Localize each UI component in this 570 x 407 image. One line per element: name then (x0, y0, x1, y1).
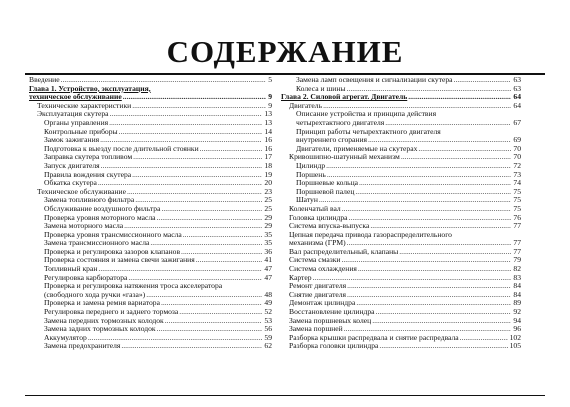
toc-entry-text: Система охлаждения (289, 265, 357, 274)
toc-entry[interactable] (281, 256, 521, 265)
leader-dots (101, 162, 263, 171)
toc-page-number: 77 (513, 222, 521, 231)
leader-dots (347, 291, 511, 300)
toc-entry-text: Головка цилиндра (289, 213, 348, 222)
toc-entry-text: Проверка и регулировка натяжения троса акселератора (44, 282, 223, 291)
toc-page-number: 64 (513, 101, 521, 110)
toc-entry-text: Замена поршневых колец (289, 316, 372, 325)
toc-page-number: 9 (268, 101, 272, 110)
toc-entry[interactable] (281, 85, 521, 94)
toc-entry[interactable] (29, 308, 272, 317)
leader-dots (326, 162, 511, 171)
leader-dots (146, 291, 262, 300)
leader-dots (181, 248, 262, 257)
toc-page-number: 16 (264, 144, 272, 153)
toc-left-column (29, 76, 272, 351)
leader-dots (359, 179, 511, 188)
leader-dots (342, 205, 512, 214)
toc-entry-text: механизма (ГРМ) (289, 239, 346, 248)
toc-page-number: 56 (264, 325, 272, 334)
leader-dots (347, 85, 512, 94)
toc-page-number: 64 (513, 93, 521, 102)
toc-entry[interactable] (281, 334, 521, 343)
toc-page-number: 17 (264, 153, 272, 162)
leader-dots (355, 188, 511, 197)
leader-dots (344, 325, 512, 334)
toc-entry-text: Цепная передача привода газораспределительного (289, 230, 452, 239)
toc-page-number: 48 (264, 290, 272, 299)
toc-page-number: 47 (264, 265, 272, 274)
leader-dots (135, 196, 262, 205)
toc-entry[interactable] (281, 196, 521, 205)
leader-dots (133, 153, 262, 162)
toc-entry-text: Топливный кран (44, 265, 98, 274)
toc-entry-text: Замена передних тормозных колодок (44, 316, 164, 325)
toc-page-number: 5 (268, 76, 272, 84)
toc-page-number: 92 (513, 308, 521, 317)
toc-page-number: 53 (264, 316, 272, 325)
toc-page-number: 74 (513, 179, 521, 188)
toc-entry-text: Замена поршней (289, 325, 343, 334)
leader-dots (368, 136, 511, 145)
toc-page-number: 96 (513, 325, 521, 334)
leader-dots (356, 299, 511, 308)
toc-entry-text: Запуск двигателя (44, 161, 100, 170)
toc-entry-text: Система смазки (289, 256, 341, 265)
toc-entry[interactable] (281, 342, 521, 351)
toc-entry-text: Аккумулятор (44, 333, 87, 342)
leader-dots (372, 317, 511, 326)
toc-entry-text: Шатун (296, 196, 318, 205)
toc-entry[interactable] (29, 325, 272, 334)
toc-entry-text: Вал распределительный, клапаны (289, 247, 399, 256)
leader-dots (379, 342, 507, 351)
leader-dots (109, 119, 262, 128)
toc-entry[interactable] (281, 248, 521, 257)
toc-entry[interactable] (281, 145, 521, 154)
toc-page-number: 94 (513, 316, 521, 325)
toc-entry[interactable] (29, 248, 272, 257)
toc-page-number: 105 (509, 342, 521, 351)
leader-dots (313, 274, 512, 283)
toc-page-number: 35 (264, 239, 272, 248)
toc-page-number: 16 (264, 136, 272, 145)
toc-entry-text: Описание устройства и принципа действия (296, 110, 437, 119)
toc-entry[interactable] (281, 128, 521, 137)
toc-entry[interactable] (29, 162, 272, 171)
toc-page-number: 18 (264, 161, 272, 170)
toc-page-number: 70 (513, 153, 521, 162)
page-title: СОДЕРЖАНИЕ (166, 34, 404, 69)
leader-dots (347, 239, 512, 248)
toc-page-number: 20 (264, 179, 272, 188)
toc-entry-text: Поршневые кольца (296, 179, 359, 188)
toc-page-number: 102 (509, 333, 521, 342)
toc-page-number: 41 (264, 256, 272, 265)
toc-page-number: 84 (513, 282, 521, 291)
toc-entry[interactable] (29, 179, 272, 188)
leader-dots (132, 102, 266, 111)
leader-dots (179, 308, 262, 317)
toc-entry-text: Замена моторного масла (44, 222, 124, 231)
leader-dots (88, 334, 263, 343)
leader-dots (319, 196, 511, 205)
toc-entry-text: Замена предохранителя (44, 342, 121, 351)
toc-entry-text: Двигатель (289, 101, 323, 110)
toc-page-number: 79 (513, 256, 521, 265)
toc-page-number: 82 (513, 265, 521, 274)
toc-page-number: 75 (513, 204, 521, 213)
toc-page-number: 14 (264, 127, 272, 136)
toc-entry-text: Технические характеристики (37, 101, 132, 110)
leader-dots (200, 145, 263, 154)
toc-page-number: 9 (268, 93, 272, 102)
toc-entry-text: Принцип работы четырехтактного двигателя (296, 127, 441, 136)
toc-entry-text: Разборка крышки распредвала и снятие распредвала (289, 333, 459, 342)
toc-page-number: 47 (264, 273, 272, 282)
toc-entry-text: Цилиндр (296, 161, 326, 170)
toc-entry[interactable] (281, 119, 521, 128)
toc-entry[interactable] (29, 222, 272, 231)
toc-page-number: 49 (264, 299, 272, 308)
toc-entry-text: Проверка состояния и замена свечи зажигания (44, 256, 195, 265)
toc-entry-text: Регулировка переднего и заднего тормоза (44, 308, 179, 317)
toc-entry-text: Замена трансмиссионного масла (44, 239, 150, 248)
toc-entry[interactable] (29, 76, 272, 85)
bottom-rule (25, 395, 545, 396)
leader-dots (418, 145, 511, 154)
toc-entry-text: Заправка скутера топливом (44, 153, 133, 162)
toc-entry-text: Техническое обслуживание (37, 187, 126, 196)
toc-entry[interactable] (29, 85, 272, 94)
toc-page-number: 23 (264, 187, 272, 196)
toc-page-number: 13 (264, 118, 272, 127)
leader-dots (123, 93, 266, 102)
toc-entry-text: Поршневой палец (296, 187, 355, 196)
toc-entry[interactable] (29, 171, 272, 180)
toc-entry[interactable] (281, 153, 521, 162)
leader-dots (161, 299, 262, 308)
toc-entry-text: внутреннего сгорания (296, 136, 368, 145)
toc-entry[interactable] (281, 110, 521, 119)
leader-dots (150, 239, 262, 248)
toc-entry-text: Картер (289, 273, 312, 282)
toc-entry[interactable] (29, 102, 272, 111)
toc-page-number: 62 (264, 342, 272, 351)
leader-dots (341, 256, 511, 265)
toc-page-number: 25 (264, 204, 272, 213)
toc-page-number: 35 (264, 230, 272, 239)
toc-entry[interactable] (29, 145, 272, 154)
toc-entry[interactable] (281, 299, 521, 308)
toc-entry[interactable] (29, 93, 272, 102)
toc-entry-text: Кривошипно-шатунный механизм (289, 153, 400, 162)
leader-dots (327, 171, 512, 180)
toc-entry[interactable] (281, 282, 521, 291)
toc-entry[interactable] (29, 291, 272, 300)
leader-dots (196, 256, 263, 265)
leader-dots (128, 274, 262, 283)
leader-dots (323, 102, 511, 111)
toc-entry[interactable] (29, 342, 272, 351)
toc-entry-text: Правила вождения скутера (44, 170, 132, 179)
leader-dots (401, 153, 512, 162)
toc-page-number: 13 (264, 110, 272, 119)
leader-dots (454, 76, 512, 85)
toc-page-number: 19 (264, 170, 272, 179)
toc-entry-text: Глава 2. Силовой агрегат. Двигатель (281, 93, 408, 102)
toc-entry-text: Обслуживание воздушного фильтра (44, 204, 161, 213)
toc-entry[interactable] (281, 308, 521, 317)
leader-dots (100, 136, 262, 145)
toc-page-number: 84 (513, 290, 521, 299)
leader-dots (165, 317, 263, 326)
toc-entry-text: четырехтактного двигателя (296, 118, 385, 127)
toc-page-number: 89 (513, 299, 521, 308)
leader-dots (61, 76, 267, 85)
leader-dots (408, 93, 511, 102)
toc-entry[interactable] (29, 317, 272, 326)
toc-entry-text: Проверка и замена ремня вариатора (44, 299, 160, 308)
toc-entry-text: Органы управления (44, 118, 109, 127)
toc-page-number: 36 (264, 247, 272, 256)
toc-page-number: 52 (264, 308, 272, 317)
toc-page-number: 25 (264, 196, 272, 205)
toc-entry[interactable] (281, 76, 521, 85)
leader-dots (127, 188, 262, 197)
toc-entry[interactable] (281, 317, 521, 326)
toc-entry-text: Замена топливного фильтра (44, 196, 135, 205)
toc-entry-text: Контрольные приборы (44, 127, 118, 136)
leader-dots (349, 214, 512, 223)
toc-entry-text: Коленчатый вал (289, 204, 341, 213)
toc-entry[interactable] (281, 265, 521, 274)
toc-entry-text: Колеса и шины (296, 84, 346, 93)
toc-entry[interactable] (281, 239, 521, 248)
toc-page-number: 77 (513, 247, 521, 256)
leader-dots (370, 222, 511, 231)
toc-page-number: 69 (513, 136, 521, 145)
leader-dots (399, 248, 511, 257)
leader-dots (385, 119, 511, 128)
toc-page-number: 73 (513, 170, 521, 179)
leader-dots (132, 171, 262, 180)
toc-entry-text: Замена задних тормозных колодок (44, 325, 156, 334)
toc-right-column (281, 76, 521, 351)
toc-entry[interactable] (29, 282, 272, 291)
toc-entry[interactable] (29, 214, 272, 223)
toc-entry[interactable] (281, 205, 521, 214)
toc-entry-text: Проверка и регулировка зазоров клапанов (44, 247, 181, 256)
title-rule (25, 73, 545, 75)
toc-entry-text: Восстановление цилиндра (289, 308, 375, 317)
toc-entry-text: Регулировка карбюратора (44, 273, 128, 282)
leader-dots (376, 308, 512, 317)
toc-entry[interactable] (281, 188, 521, 197)
toc-entry-text: Ремонт двигателя (289, 282, 347, 291)
toc-entry[interactable] (281, 325, 521, 334)
toc-entry-text: Введение (29, 76, 60, 84)
leader-dots (119, 128, 263, 137)
toc-page-number: 72 (513, 161, 521, 170)
toc-entry[interactable] (29, 205, 272, 214)
leader-dots (161, 205, 262, 214)
toc-page-number: 29 (264, 213, 272, 222)
toc-entry[interactable] (29, 196, 272, 205)
toc-entry-text: Глава 1. Устройство, эксплуатация, (29, 84, 151, 93)
leader-dots (124, 222, 262, 231)
toc-entry[interactable] (281, 231, 521, 240)
toc-page-number: 29 (264, 222, 272, 231)
toc-entry-text: Эксплуатация скутера (37, 110, 109, 119)
toc-entry-text: Разборка головки цилиндра (289, 342, 379, 351)
toc-entry[interactable] (29, 231, 272, 240)
leader-dots (121, 342, 262, 351)
toc-entry[interactable] (281, 214, 521, 223)
leader-dots (460, 334, 508, 343)
leader-dots (98, 265, 262, 274)
toc-entry[interactable] (281, 179, 521, 188)
toc-entry[interactable] (29, 119, 272, 128)
toc-page-number: 83 (513, 273, 521, 282)
toc-entry[interactable] (29, 110, 272, 119)
toc-entry[interactable] (29, 265, 272, 274)
toc-entry[interactable] (29, 153, 272, 162)
toc-entry[interactable] (281, 136, 521, 145)
toc-entry-text: Замена ламп освещения и сигнализации скутера (296, 76, 453, 84)
toc-entry-text: Система впуска-выпуска (289, 222, 370, 231)
toc-entry[interactable] (29, 274, 272, 283)
toc-entry-text: техническое обслуживание (29, 93, 122, 102)
leader-dots (358, 265, 512, 274)
toc-entry[interactable] (29, 239, 272, 248)
toc-entry[interactable] (281, 171, 521, 180)
toc-entry[interactable] (29, 136, 272, 145)
toc-page-number: 76 (513, 213, 521, 222)
toc-entry[interactable] (29, 334, 272, 343)
toc-entry-text: Обкатка скутера (44, 179, 97, 188)
leader-dots (157, 214, 263, 223)
toc-entry-text: Подготовка к выезду после длительной стоянки (44, 144, 199, 153)
toc-page-number: 75 (513, 196, 521, 205)
toc-page-number: 77 (513, 239, 521, 248)
toc-page-number: 63 (513, 76, 521, 84)
toc-page-number: 75 (513, 187, 521, 196)
toc-entry-text: Проверка уровня трансмиссионного масла (44, 230, 182, 239)
toc-entry-text: Снятие двигателя (289, 290, 347, 299)
toc-page-number: 67 (513, 118, 521, 127)
toc-entry[interactable] (281, 291, 521, 300)
toc-entry[interactable] (29, 188, 272, 197)
leader-dots (110, 110, 263, 119)
toc-entry-text: Проверка уровня моторного масла (44, 213, 156, 222)
leader-dots (157, 325, 263, 334)
toc-entry-text: Замок зажигания (44, 136, 100, 145)
toc-entry-text: (свободного хода ручки «газа») (44, 290, 146, 299)
toc-page-number: 59 (264, 333, 272, 342)
toc-entry[interactable] (281, 93, 521, 102)
toc-entry[interactable] (29, 256, 272, 265)
toc-entry[interactable] (29, 299, 272, 308)
toc-entry-text: Демонтаж цилиндра (289, 299, 356, 308)
leader-dots (183, 231, 263, 240)
toc-entry[interactable] (29, 128, 272, 137)
toc-page-number: 70 (513, 144, 521, 153)
toc-entry[interactable] (281, 274, 521, 283)
toc-entry-text: Двигатели, применяемые на скутерах (296, 144, 418, 153)
toc-entry-text: Поршень (296, 170, 326, 179)
leader-dots (98, 179, 263, 188)
toc-page-number: 63 (513, 84, 521, 93)
toc-entry[interactable] (281, 102, 521, 111)
leader-dots (347, 282, 511, 291)
toc-entry[interactable] (281, 222, 521, 231)
toc-entry[interactable] (281, 162, 521, 171)
